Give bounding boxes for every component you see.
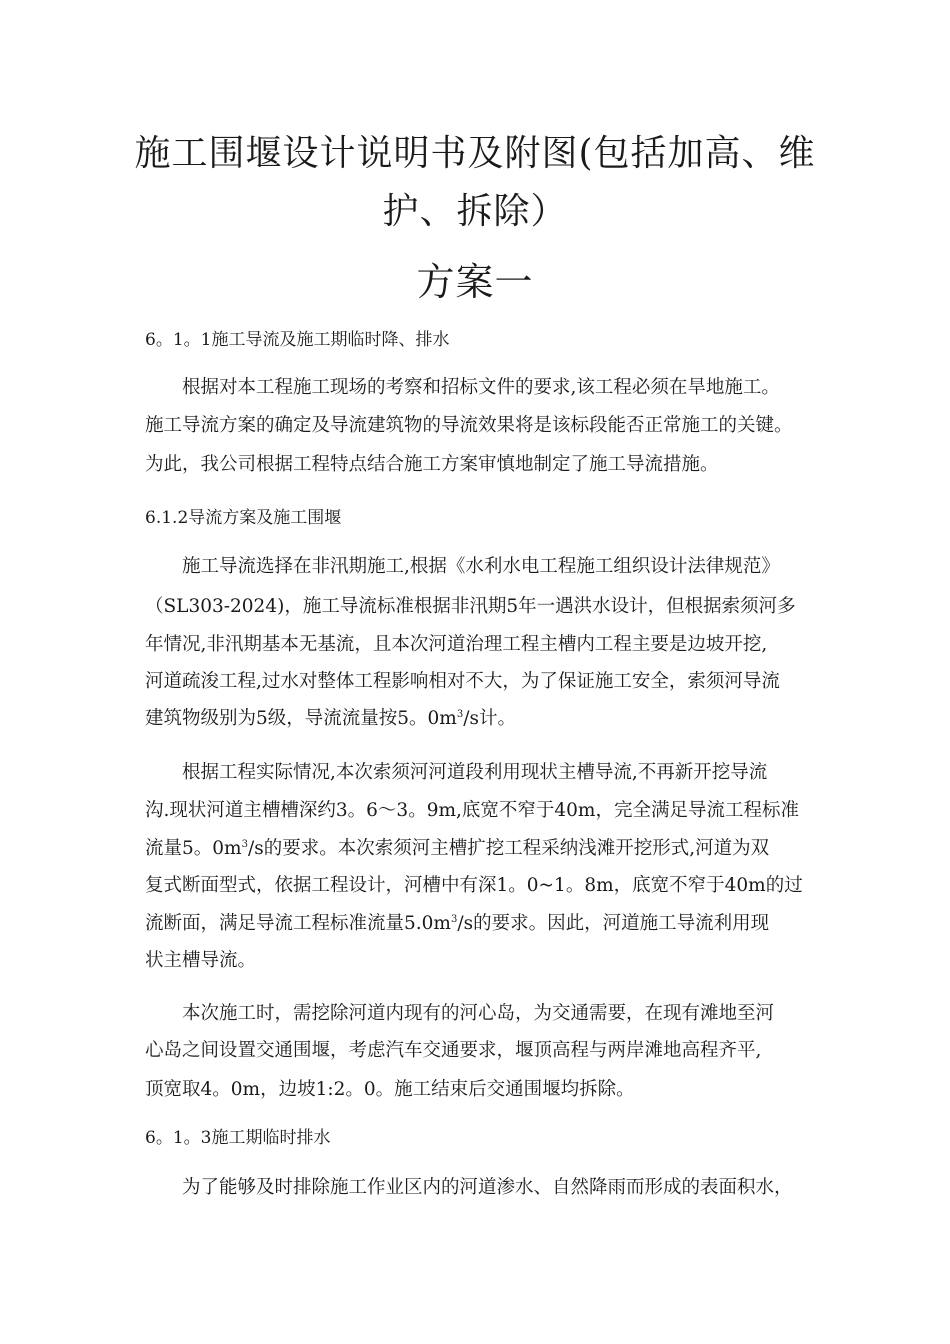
paragraph-line: 年情况,非汛期基本无基流，且本次河道治理工程主槽内工程主要是边坡开挖,: [145, 634, 768, 655]
superscript: 3: [450, 914, 458, 925]
paragraph-line: [145, 704, 815, 734]
text-run: /s的要求。因此，河道施工导流利用现: [457, 913, 770, 934]
paragraph-line: 沟.现状河道主槽槽深约3。6～3。9m,底宽不窄于40m，完全满足导流工程标准: [145, 800, 799, 821]
text-run: 流断面，满足导流工程标准流量5.0m: [145, 913, 451, 934]
paragraph-line: 为此，我公司根据工程特点结合施工方案审慎地制定了施工导流措施。: [145, 454, 719, 475]
section-heading-6-1-1: 6。1。1施工导流及施工期临时降、排水: [145, 330, 450, 350]
paragraph-line: [145, 909, 815, 939]
paragraph-line: 根据对本工程施工现场的考察和招标文件的要求,该工程必须在旱地施工。: [182, 377, 780, 398]
paragraph-line: 为了能够及时排除施工作业区内的河道渗水、自然降雨而形成的表面积水，: [182, 1177, 793, 1198]
superscript: 3: [241, 839, 248, 850]
superscript: 3: [456, 709, 464, 720]
paragraph-line: 状主槽导流。: [145, 950, 257, 971]
paragraph-line: [145, 834, 815, 864]
paragraph-line: 复式断面型式，依据工程设计，河槽中有深1。0~1。8m，底宽不窄于40m的过: [145, 875, 803, 896]
paragraph-line: 心岛之间设置交通围堰，考虑汽车交通要求，堰顶高程与两岸滩地高程齐平,: [145, 1040, 762, 1061]
text-run: /s计。: [463, 708, 516, 729]
document-title-line-1: 施工围堰设计说明书及附图(包括加高、维: [134, 133, 816, 174]
text-run: 建筑物级别为5级，导流流量按5。0m: [145, 708, 457, 729]
paragraph-line: 施工导流方案的确定及导流建筑物的导流效果将是该标段能否正常施工的关键。: [145, 415, 793, 436]
text-run: /s的要求。本次索须河主槽扩挖工程采纳浅滩开挖形式,河道为双: [247, 838, 770, 859]
document-subtitle: 方案一: [416, 260, 534, 304]
section-heading-6-1-2: 6.1.2导流方案及施工围堰: [145, 508, 342, 528]
document-title-line-2: 护、拆除）: [382, 191, 568, 232]
text-run: 流量5。0m: [145, 838, 242, 859]
paragraph-line: 根据工程实际情况,本次索须河河道段利用现状主槽导流,不再新开挖导流: [182, 762, 768, 783]
section-heading-6-1-3: 6。1。3施工期临时排水: [145, 1128, 331, 1148]
paragraph-line: 施工导流选择在非汛期施工,根据《水利水电工程施工组织设计法律规范》: [182, 556, 780, 577]
paragraph-line: （SL303-2024)，施工导流标准根据非汛期5年一遇洪水设计，但根据索须河多: [145, 596, 796, 617]
paragraph-line: 顶宽取4。0m，边坡1:2。0。施工结束后交通围堰均拆除。: [145, 1079, 635, 1100]
paragraph-line: 河道疏浚工程,过水对整体工程影响相对不大，为了保证施工安全，索须河导流: [145, 671, 780, 692]
paragraph-line: 本次施工时，需挖除河道内现有的河心岛，为交通需要，在现有滩地至河: [182, 1003, 775, 1024]
